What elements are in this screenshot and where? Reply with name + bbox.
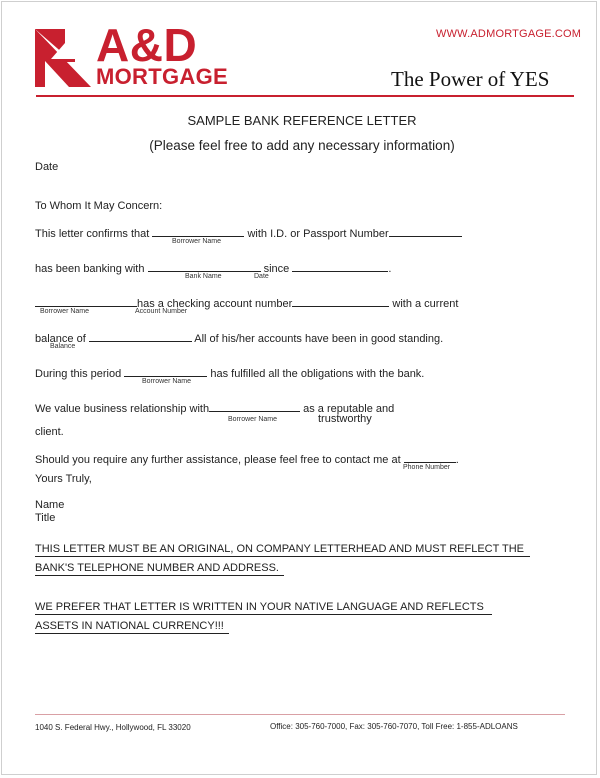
borrower-name-field-2[interactable] <box>35 295 137 307</box>
caption-borrower-name-4: Borrower Name <box>228 416 278 423</box>
footer-contact: Office: 305-760-7000, Fax: 305-760-7070, Toll Free: 1-855-ADLOANS <box>270 722 518 731</box>
caption-borrower-name-2: Borrower Name <box>40 308 90 315</box>
signature-name: Name <box>35 499 65 511</box>
ad-logo-icon <box>35 29 93 87</box>
line-8 <box>35 451 459 466</box>
line-6-text-b: as a reputable and <box>303 403 395 415</box>
line-8-text-a: Should you require any further assistance, please feel free to contact me at <box>35 454 401 466</box>
line-1-text-b: with I.D. or Passport Number <box>247 228 389 240</box>
line-8-text-b: . <box>455 454 459 466</box>
tagline: The Power of YES <box>391 67 550 91</box>
greeting: To Whom It May Concern: <box>35 200 163 212</box>
notice-2-underline-1 <box>35 614 492 615</box>
line-3 <box>35 295 458 310</box>
notice-1-underline-2 <box>35 575 284 576</box>
since-date-field[interactable] <box>292 260 388 272</box>
caption-borrower-name-3: Borrower Name <box>142 378 192 385</box>
notice-1-underline-1 <box>35 556 530 557</box>
line-5-text-a: During this period <box>35 368 122 380</box>
bank-name-field[interactable] <box>148 260 261 272</box>
line-4-text-a: balance of <box>35 333 86 345</box>
notice-1-line-1: THIS LETTER MUST BE AN ORIGINAL, ON COMPANY LETTERHEAD AND MUST REFLECT THE <box>35 543 524 555</box>
line-5 <box>35 365 424 380</box>
closing: Yours Truly, <box>35 473 92 485</box>
letter-title: SAMPLE BANK REFERENCE LETTER <box>187 113 417 128</box>
borrower-name-field-4[interactable] <box>209 400 300 412</box>
notice-2-line-2: ASSETS IN NATIONAL CURRENCY!!! <box>35 620 224 632</box>
line-4-text-b: All of his/her accounts have been in good standing. <box>194 333 444 345</box>
line-3-text-a: has a checking account number <box>137 298 293 310</box>
caption-account-number: Account Number <box>135 308 188 315</box>
footer-address: 1040 S. Federal Hwy., Hollywood, FL 33020 <box>35 723 191 732</box>
header-rule <box>36 95 574 97</box>
passport-number-field[interactable] <box>389 225 462 237</box>
line-5-text-b: has fulfilled all the obligations with the bank. <box>210 368 425 380</box>
date-label: Date <box>35 161 59 173</box>
website-link[interactable]: WWW.ADMORTGAGE.COM <box>436 28 582 40</box>
line-2-text-a: has been banking with <box>35 263 145 275</box>
notice-1-line-2: BANK'S TELEPHONE NUMBER AND ADDRESS. <box>35 562 279 574</box>
caption-phone-number: Phone Number <box>403 464 451 471</box>
borrower-name-field-3[interactable] <box>124 365 207 377</box>
line-7: client. <box>35 426 64 438</box>
line-6-text-c: trustworthy <box>318 413 372 425</box>
letter-page <box>1 1 597 775</box>
caption-bank-name: Bank Name <box>185 273 222 280</box>
notice-2-underline-2 <box>35 633 229 634</box>
line-4 <box>35 330 443 345</box>
caption-date: Date <box>254 273 269 280</box>
line-1-text-a: This letter confirms that <box>35 228 150 240</box>
line-6-text-a: We value business relationship with <box>35 403 210 415</box>
line-1 <box>35 225 462 240</box>
footer-rule <box>35 714 565 715</box>
caption-balance: Balance <box>50 343 76 350</box>
caption-borrower-name-1: Borrower Name <box>172 238 222 245</box>
phone-number-field[interactable] <box>404 451 456 463</box>
account-number-field[interactable] <box>292 295 389 307</box>
letter-subtitle: (Please feel free to add any necessary information) <box>149 138 455 153</box>
balance-field[interactable] <box>89 330 192 342</box>
signature-title: Title <box>35 512 56 524</box>
notice-2-line-1: WE PREFER THAT LETTER IS WRITTEN IN YOUR NATIVE LANGUAGE AND REFLECTS <box>35 601 484 613</box>
logo-mortgage-text: MORTGAGE <box>96 64 228 89</box>
line-2-text-c: . <box>388 263 392 275</box>
borrower-name-field-1[interactable] <box>152 225 244 237</box>
logo-ad-text: A&D <box>96 19 198 71</box>
line-3-text-b: with a current <box>392 298 459 310</box>
line-2-text-b: since <box>263 263 290 275</box>
